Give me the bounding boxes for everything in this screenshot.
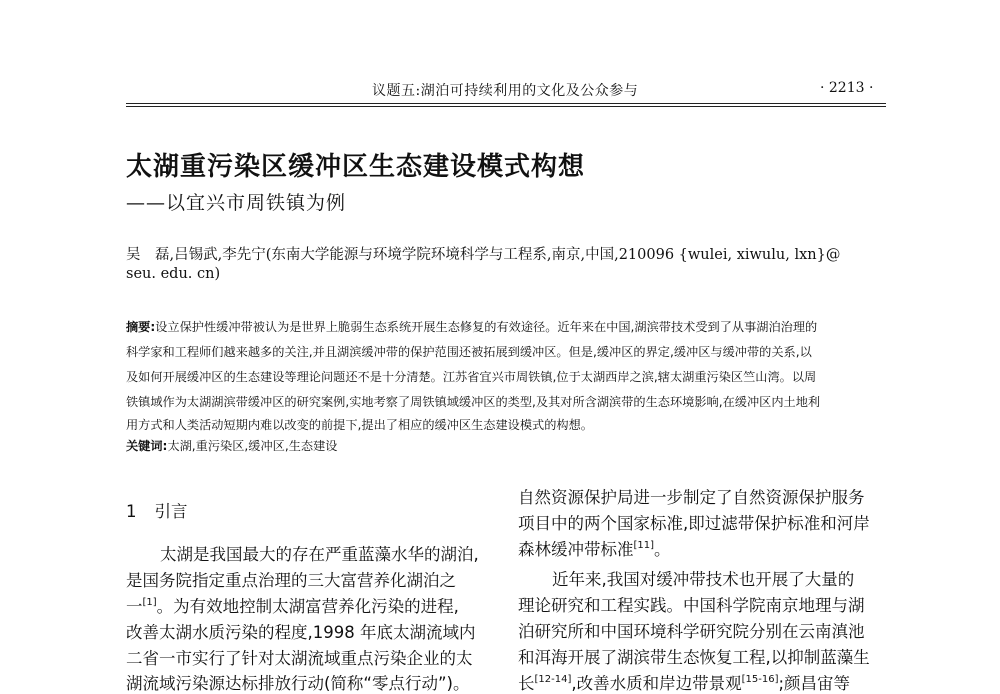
section-number: 1: [126, 502, 137, 521]
body-text: 一: [126, 597, 143, 616]
paper-subtitle: ——以宜兴市周铁镇为例: [126, 192, 347, 214]
abstract-line: [126, 318, 817, 335]
body-line: 二省一市实行了针对太湖流域重点污染企业的太: [126, 649, 473, 668]
body-line: [518, 670, 850, 694]
body-text: 。为有效地控制太湖富营养化污染的进程,: [156, 597, 459, 616]
body-line: 理论研究和工程实践。中国科学院南京地理与湖: [518, 596, 865, 615]
body-text: ;颜昌宙等: [778, 674, 851, 693]
citation-ref: [12-14]: [534, 674, 572, 685]
abstract-line: 及如何开展缓冲区的生态建设等理论问题还不是十分清楚。江苏省宜兴市周铁镇,位于太湖西岸之滨,辖太湖重污染区竺山湾。以周: [126, 370, 817, 384]
body-text: ,改善水质和岸边带景观: [571, 674, 742, 693]
running-header: 议题五:湖泊可持续利用的文化及公众参与: [372, 83, 639, 99]
body-line: 泊研究所和中国环境科学研究院分别在云南滇池: [518, 622, 865, 641]
body-line: 和洱海开展了湖滨带生态恢复工程,以抑制蓝藻生: [518, 648, 870, 667]
authors-affiliation: 吴 磊,吕锡武,李先宁(东南大学能源与环境学院环境科学与工程系,南京,中国,210096 {wulei, xiwulu, lxn}@: [126, 247, 841, 263]
body-text: 。: [654, 540, 671, 559]
body-line: [518, 536, 671, 560]
section-title: 引言: [154, 502, 188, 521]
body-line: 近年来,我国对缓冲带技术也开展了大量的: [552, 570, 855, 589]
abstract-line: 用方式和人类活动短期内难以改变的前提下,提出了相应的缓冲区生态建设模式的构想。: [126, 418, 593, 432]
abstract-text: 设立保护性缓冲带被认为是世界上脆弱生态系统开展生态修复的有效途径。近年来在中国,湖滨带技术受到了从事湖泊治理的: [155, 320, 818, 334]
authors-email-continued: seu. edu. cn): [126, 266, 221, 282]
body-text: 森林缓冲带标准: [518, 540, 634, 559]
body-line: 太湖是我国最大的存在严重蓝藻水华的湖泊,: [160, 545, 479, 564]
keywords-line: [126, 437, 338, 454]
body-text: 长: [518, 674, 535, 693]
body-line: 项目中的两个国家标准,即过滤带保护标准和河岸: [518, 514, 870, 533]
citation-ref: [15-16]: [741, 674, 779, 685]
body-line: [126, 593, 459, 617]
body-line: 自然资源保护局进一步制定了自然资源保护服务: [518, 488, 865, 507]
abstract-line: 科学家和工程师们越来越多的关注,并且湖滨缓冲带的保护范围还被拓展到缓冲区。但是,缓冲区的界定,缓冲区与缓冲带的关系,以: [126, 345, 812, 359]
citation-ref: [11]: [633, 540, 655, 551]
header-rule-top: [126, 103, 886, 104]
section-heading: [126, 498, 188, 522]
body-line: 湖流域污染源达标排放行动(简称“零点行动”)。: [126, 674, 470, 693]
abstract-label: 摘要:: [126, 320, 156, 334]
body-line: 改善太湖水质污染的程度,1998 年底太湖流域内: [126, 623, 476, 642]
keywords-label: 关键词:: [126, 439, 168, 453]
body-line: 是国务院指定重点治理的三大富营养化湖泊之: [126, 571, 456, 590]
page-number: · 2213 ·: [820, 80, 874, 96]
abstract-line: 铁镇域作为太湖湖滨带缓冲区的研究案例,实地考察了周铁镇域缓冲区的类型,及其对所含湖滨带的生态环境影响,在缓冲区内土地利: [126, 395, 821, 409]
citation-ref: [1]: [142, 597, 157, 608]
header-rule-bottom: [126, 106, 886, 107]
keywords-text: 太湖,重污染区,缓冲区,生态建设: [167, 439, 338, 453]
paper-title: 太湖重污染区缓冲区生态建设模式构想: [126, 152, 586, 182]
